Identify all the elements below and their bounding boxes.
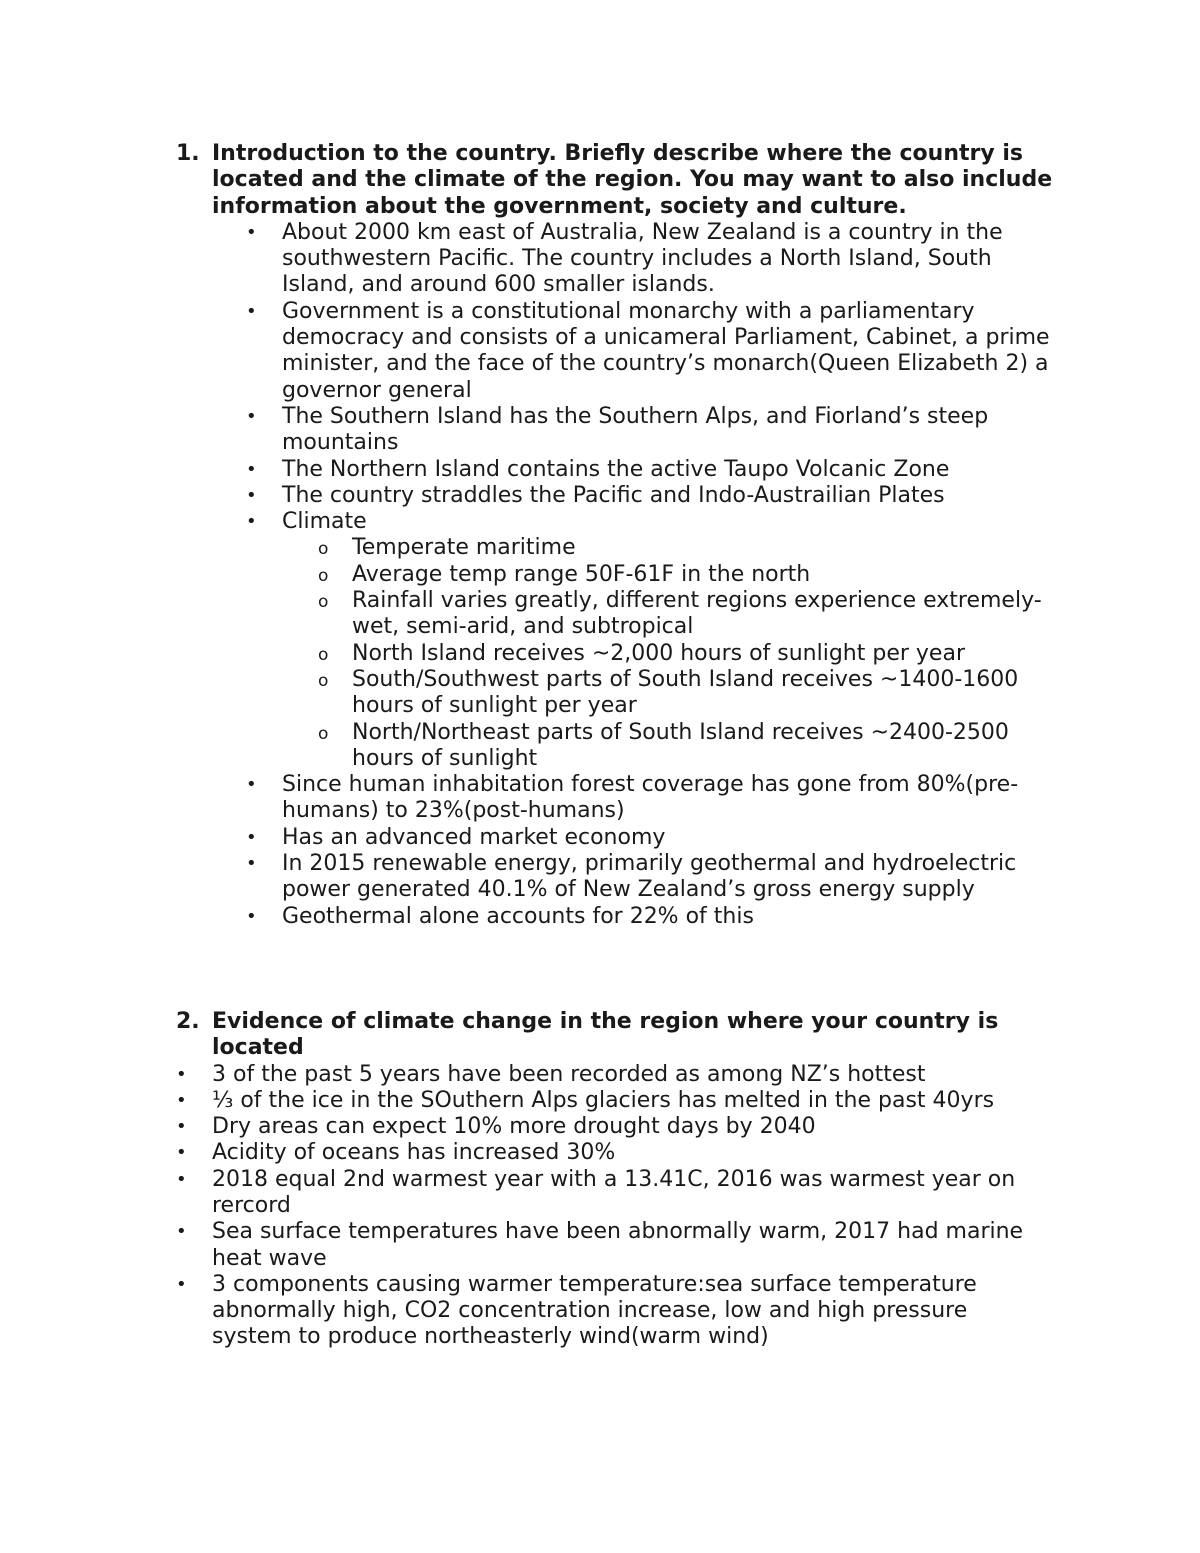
section-2 bbox=[0, 1009, 1200, 1351]
section-2-heading bbox=[176, 1008, 1062, 1062]
list-item: • 3 of the past 5 years have been recorded as among NZ’s hottest bbox=[176, 1061, 926, 1087]
list-item: • The Southern Island has the Southern Alps, and Fiorland’s steep mountains bbox=[246, 403, 989, 456]
section-spacer bbox=[0, 930, 1200, 1009]
list-item: • About 2000 km east of Australia, New Zealand is a country in the southwestern Pacific. The country includes a North Island, South Island, and around 600 smaller islands. bbox=[246, 219, 1003, 298]
bullet-icon: • bbox=[246, 405, 257, 427]
section-2-heading-text: Evidence of climate change in the region where your country is located bbox=[212, 1008, 999, 1061]
list-item: • Acidity of oceans has increased 30% bbox=[176, 1140, 616, 1166]
circle-bullet-icon: o bbox=[318, 644, 329, 665]
bullet-icon: • bbox=[176, 1273, 187, 1295]
bullet-icon: • bbox=[246, 774, 257, 796]
section-1-heading-text: Introduction to the country. Briefly describe where the country is located and the climate of the region. You may want to also include information about the government, society and culture. bbox=[212, 141, 1053, 219]
bullet-icon: • bbox=[246, 905, 257, 927]
list-item: • ⅓ of the ice in the SOuthern Alps glaciers has melted in the past 40yrs bbox=[176, 1087, 995, 1113]
list-item: • 3 components causing warmer temperature:sea surface temperature abnormally high, CO2 concentration increase, low and high pressure system to produce northeasterly wind(warm wind) bbox=[176, 1271, 977, 1350]
bullet-icon: • bbox=[176, 1089, 187, 1111]
list-item: • The Northern Island contains the active Taupo Volcanic Zone bbox=[246, 456, 950, 482]
list-item: • Since human inhabitation forest coverage has gone from 80%(pre-humans) to 23%(post-humans) bbox=[246, 772, 1019, 824]
list-item: • Has an advanced market economy bbox=[246, 824, 666, 850]
sublist-item: o Average temp range 50F-61F in the north bbox=[352, 562, 1052, 588]
sublist-item: o Rainfall varies greatly, different regions experience extremely-wet, semi-arid, and subtropical bbox=[318, 588, 1042, 640]
section-1-list bbox=[0, 220, 1200, 930]
document-page bbox=[0, 141, 1200, 1351]
section-1-number: 1. bbox=[176, 141, 200, 166]
bullet-icon: • bbox=[176, 1142, 187, 1164]
circle-bullet-icon: o bbox=[318, 670, 329, 691]
bullet-icon: • bbox=[246, 484, 257, 506]
climate-sublist bbox=[282, 535, 1052, 772]
sublist-item: o Temperate maritime bbox=[352, 535, 1052, 561]
list-item: • 2018 equal 2nd warmest year with a 13.41C, 2016 was warmest year on rercord bbox=[176, 1166, 1016, 1218]
bullet-icon: • bbox=[176, 1116, 187, 1138]
circle-bullet-icon: o bbox=[318, 723, 329, 744]
circle-bullet-icon: o bbox=[318, 565, 329, 586]
bullet-icon: • bbox=[176, 1168, 187, 1190]
list-item: • The country straddles the Pacific and Indo-Austrailian Plates bbox=[246, 482, 945, 508]
bullet-icon: • bbox=[176, 1221, 187, 1243]
section-2-list bbox=[0, 1062, 1200, 1351]
section-1 bbox=[0, 141, 1200, 930]
circle-bullet-icon: o bbox=[318, 592, 329, 613]
bullet-icon: • bbox=[246, 221, 257, 243]
list-item: • Geothermal alone accounts for 22% of this bbox=[246, 903, 754, 929]
list-item: • Sea surface temperatures have been abnormally warm, 2017 had marine heat wave bbox=[176, 1219, 1024, 1271]
list-item: • Government is a constitutional monarchy with a parliamentary democracy and consists of a unicameral Parliament, Cabinet, a prime minister, and the face of the country’s monarch(Queen Elizabeth 2) a governor general bbox=[246, 298, 1050, 403]
section-2-number: 2. bbox=[176, 1008, 200, 1034]
bullet-icon: • bbox=[246, 853, 257, 875]
list-item: • Dry areas can expect 10% more drought days by 2040 bbox=[176, 1114, 816, 1140]
circle-bullet-icon: o bbox=[318, 539, 329, 560]
list-item-climate: • Climate o Temperate maritime o Average temp range 50F-61F in the north o Rainfall varies greatly, different regions experience extremely-wet, semi-arid, and subtropical o North Island receives ~2,000 hours of sunlight per year o South/Southwest parts of South Island receives ~1400-1600 hours of sunlight per year o North/Northeast parts of South Island receives ~2400-2500 hours of sunlight bbox=[282, 509, 1052, 772]
sublist-item: o North/Northeast parts of South Island receives ~2400-2500 hours of sunlight bbox=[318, 719, 1009, 771]
bullet-icon: • bbox=[246, 826, 257, 848]
list-item: • In 2015 renewable energy, primarily geothermal and hydroelectric power generated 40.1% of New Zealand’s gross energy supply bbox=[246, 851, 1017, 903]
bullet-icon: • bbox=[246, 458, 257, 480]
sublist-item: o South/Southwest parts of South Island receives ~1400-1600 hours of sunlight per year bbox=[318, 666, 1019, 719]
bullet-icon: • bbox=[176, 1063, 187, 1085]
sublist-item: o North Island receives ~2,000 hours of sunlight per year bbox=[352, 641, 1052, 667]
bullet-icon: • bbox=[246, 300, 257, 322]
bullet-icon: • bbox=[246, 511, 257, 533]
section-1-heading bbox=[176, 141, 1062, 220]
